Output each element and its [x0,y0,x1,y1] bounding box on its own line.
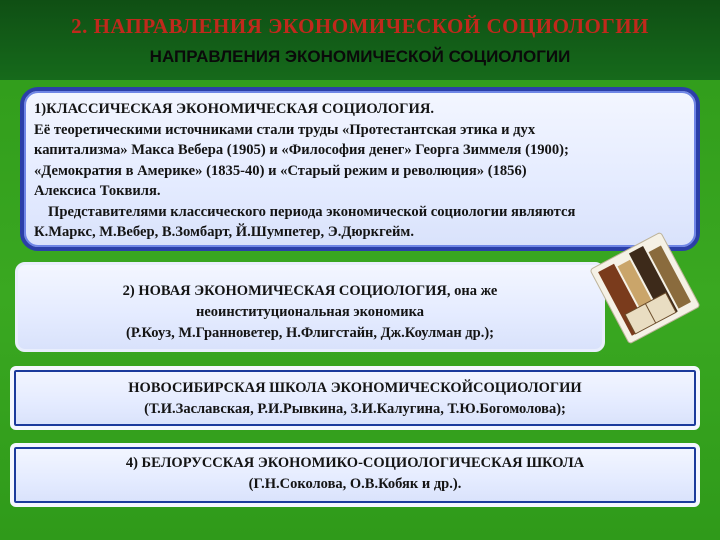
new-line-2: неоинституциональная экономика [195,304,425,320]
new-line-1: 2) НОВАЯ ЭКОНОМИЧЕСКАЯ СОЦИОЛОГИЯ, она же [122,283,498,299]
classic-line-4: Алексиса Токвиля. [34,183,161,199]
classic-heading: 1)КЛАССИЧЕСКАЯ ЭКОНОМИЧЕСКАЯ СОЦИОЛОГИЯ. [34,101,435,117]
novosibirsk-school-box [10,366,700,430]
classic-line-1: Её теоретическими источниками стали труды «Протестантская этика и дух [34,121,536,138]
classic-sociology-box [20,87,700,251]
belarus-line-2: (Г.Н.Соколова, О.В.Кобяк и др.). [248,476,462,492]
belarus-line-1: 4) БЕЛОРУССКАЯ ЭКОНОМИКО-СОЦИОЛОГИЧЕСКАЯ ШКОЛА [125,455,585,471]
slide-title: НАПРАВЛЕНИЯ ЭКОНОМИЧЕСКОЙ СОЦИОЛОГИИ [149,47,571,66]
new-line-3: (Р.Коуз, М.Гранноветер, Н.Флигстайн, Дж.Коулман др.); [126,325,494,341]
classic-line-2: капитализма» Макса Вебера (1905) и «Философия денег» Георга Зиммеля (1900); [34,142,569,158]
classic-representatives-2: К.Маркс, М.Вебер, В.Зомбарт, Й.Шумпетер, Э.Дюркгейм. [34,224,414,240]
novosibirsk-line-1: НОВОСИБИРСКАЯ ШКОЛА ЭКОНОМИЧЕСКОЙСОЦИОЛОГИИ [128,380,582,396]
classic-representatives-1: Представителями классического периода экономической социологии являются [48,203,576,220]
classic-line-3: «Демократия в Америке» (1835-40) и «Старый режим и революция» (1856) [34,162,527,179]
novosibirsk-line-2: (Т.И.Заславская, Р.И.Рывкина, З.И.Калугина, Т.Ю.Богомолова); [144,401,566,417]
stack-of-books-icon [585,228,705,348]
new-economic-sociology-box [15,262,605,352]
slide-title-shadow: 2. НАПРАВЛЕНИЯ ЭКОНОМИЧЕСКОЙ СОЦИОЛОГИИ [71,14,649,38]
title-bar [0,0,720,80]
belarusian-school-box [10,443,700,507]
